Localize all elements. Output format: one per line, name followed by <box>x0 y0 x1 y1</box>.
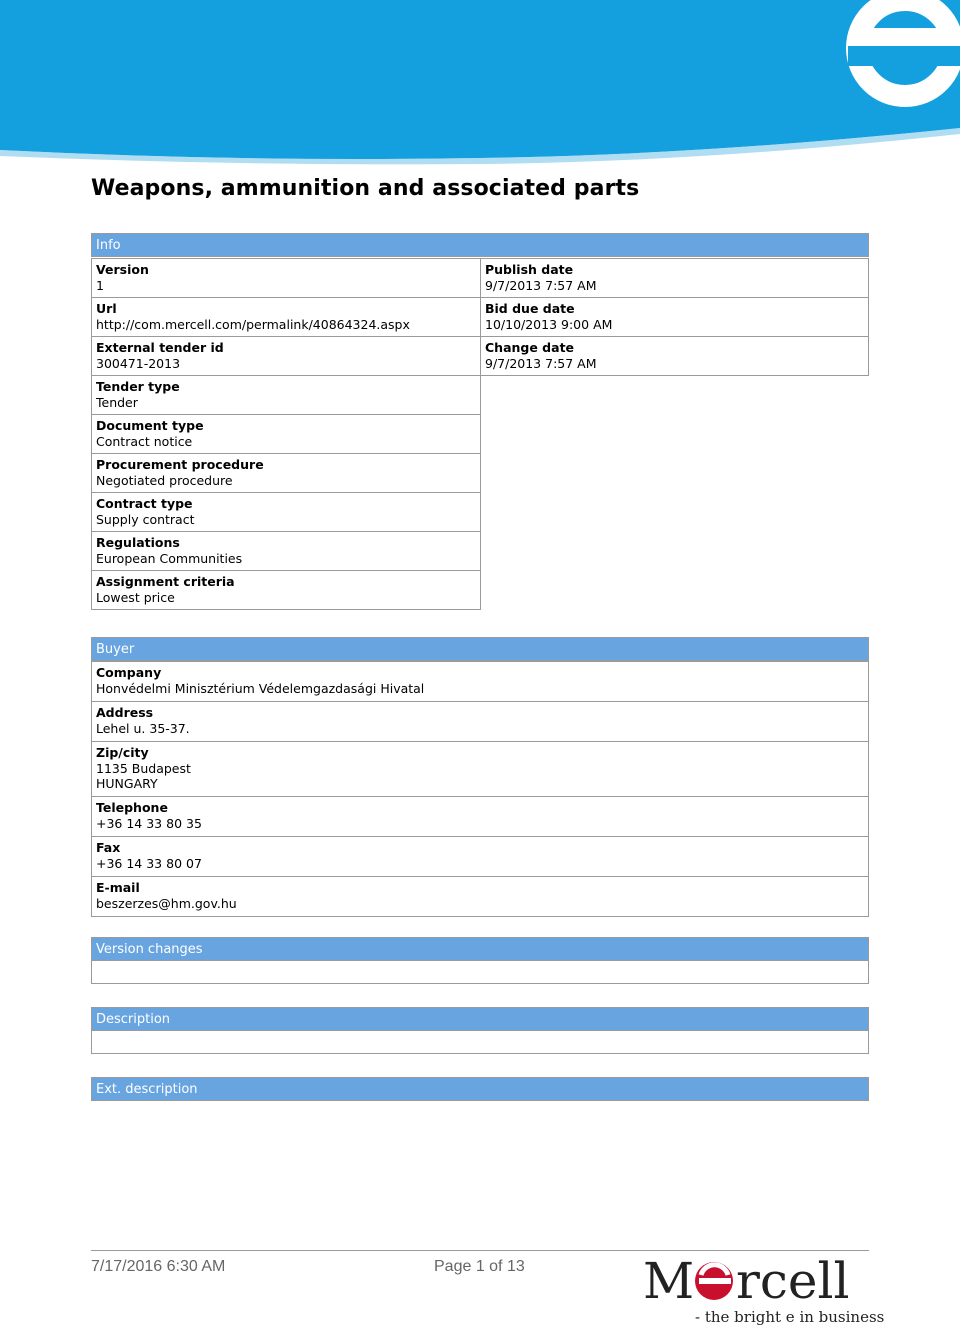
field-label: Regulations <box>96 535 180 550</box>
field-value: Lehel u. 35-37. <box>96 720 190 736</box>
field-fax <box>91 836 869 877</box>
field-url <box>91 297 481 337</box>
version-changes-body <box>91 960 869 984</box>
field-label: Telephone <box>96 800 168 815</box>
field-value: Negotiated procedure <box>96 472 233 488</box>
logo-e-icon <box>695 1262 733 1300</box>
field-label: Address <box>96 705 154 720</box>
field-publish-date <box>480 258 869 298</box>
field-label: Document type <box>96 418 204 433</box>
field-external-tender-id <box>91 336 481 376</box>
field-value: 9/7/2013 7:57 AM <box>485 355 597 371</box>
field-label: Url <box>96 301 117 316</box>
field-value: beszerzes@hm.gov.hu <box>96 895 237 911</box>
svg-text:rcell: rcell <box>736 1254 850 1310</box>
field-e-mail <box>91 876 869 917</box>
logo-tagline: - the bright e in business <box>695 1308 885 1326</box>
field-label: Tender type <box>96 379 180 394</box>
info-section-header: Info <box>91 233 869 257</box>
field-label: Zip/city <box>96 745 149 760</box>
field-change-date <box>480 336 869 376</box>
field-label: Version <box>96 262 149 277</box>
field-value: 10/10/2013 9:00 AM <box>485 316 613 332</box>
field-tender-type <box>91 375 481 415</box>
field-company <box>91 661 869 702</box>
page-title: Weapons, ammunition and associated parts <box>91 176 640 201</box>
field-label: E-mail <box>96 880 140 895</box>
header-banner <box>0 0 960 165</box>
field-label: Assignment criteria <box>96 574 235 589</box>
field-label: Change date <box>485 340 575 355</box>
field-label: External tender id <box>96 340 224 355</box>
field-label: Company <box>96 665 162 680</box>
svg-text:M: M <box>643 1254 695 1310</box>
field-contract-type <box>91 492 481 532</box>
field-label: Procurement procedure <box>96 457 264 472</box>
field-value: Contract notice <box>96 433 193 449</box>
field-value: +36 14 33 80 07 <box>96 855 202 871</box>
field-value: 1135 Budapest HUNGARY <box>96 760 191 791</box>
field-value: Lowest price <box>96 589 175 605</box>
field-regulations <box>91 531 481 571</box>
description-body <box>91 1030 869 1054</box>
field-address <box>91 701 869 742</box>
buyer-section-header: Buyer <box>91 637 869 661</box>
field-value: Supply contract <box>96 511 195 527</box>
field-value: http://com.mercell.com/permalink/40864324.aspx <box>96 316 410 332</box>
field-label: Fax <box>96 840 121 855</box>
field-value: 9/7/2013 7:57 AM <box>485 277 597 293</box>
field-telephone <box>91 796 869 837</box>
field-version <box>91 258 481 298</box>
field-value: Honvédelmi Minisztérium Védelemgazdasági Hivatal <box>96 680 425 696</box>
mercell-logo <box>643 1254 885 1329</box>
field-label: Contract type <box>96 496 193 511</box>
footer-timestamp: 7/17/2016 6:30 AM <box>91 1258 226 1275</box>
field-label: Publish date <box>485 262 574 277</box>
ext-description-section-header: Ext. description <box>91 1077 869 1101</box>
field-label: Bid due date <box>485 301 575 316</box>
field-bid-due-date <box>480 297 869 337</box>
footer-divider <box>91 1250 869 1251</box>
version-changes-section-header: Version changes <box>91 937 869 961</box>
field-assignment-criteria <box>91 570 481 610</box>
description-section-header: Description <box>91 1007 869 1031</box>
field-value: Tender <box>96 394 138 410</box>
field-document-type <box>91 414 481 454</box>
field-procurement-procedure <box>91 453 481 493</box>
field-value: 300471-2013 <box>96 355 181 371</box>
field-value: European Communities <box>96 550 243 566</box>
footer-page-number: Page 1 of 13 <box>434 1258 525 1275</box>
field-zip-city <box>91 741 869 797</box>
field-value: +36 14 33 80 35 <box>96 815 202 831</box>
field-value: 1 <box>96 277 104 293</box>
